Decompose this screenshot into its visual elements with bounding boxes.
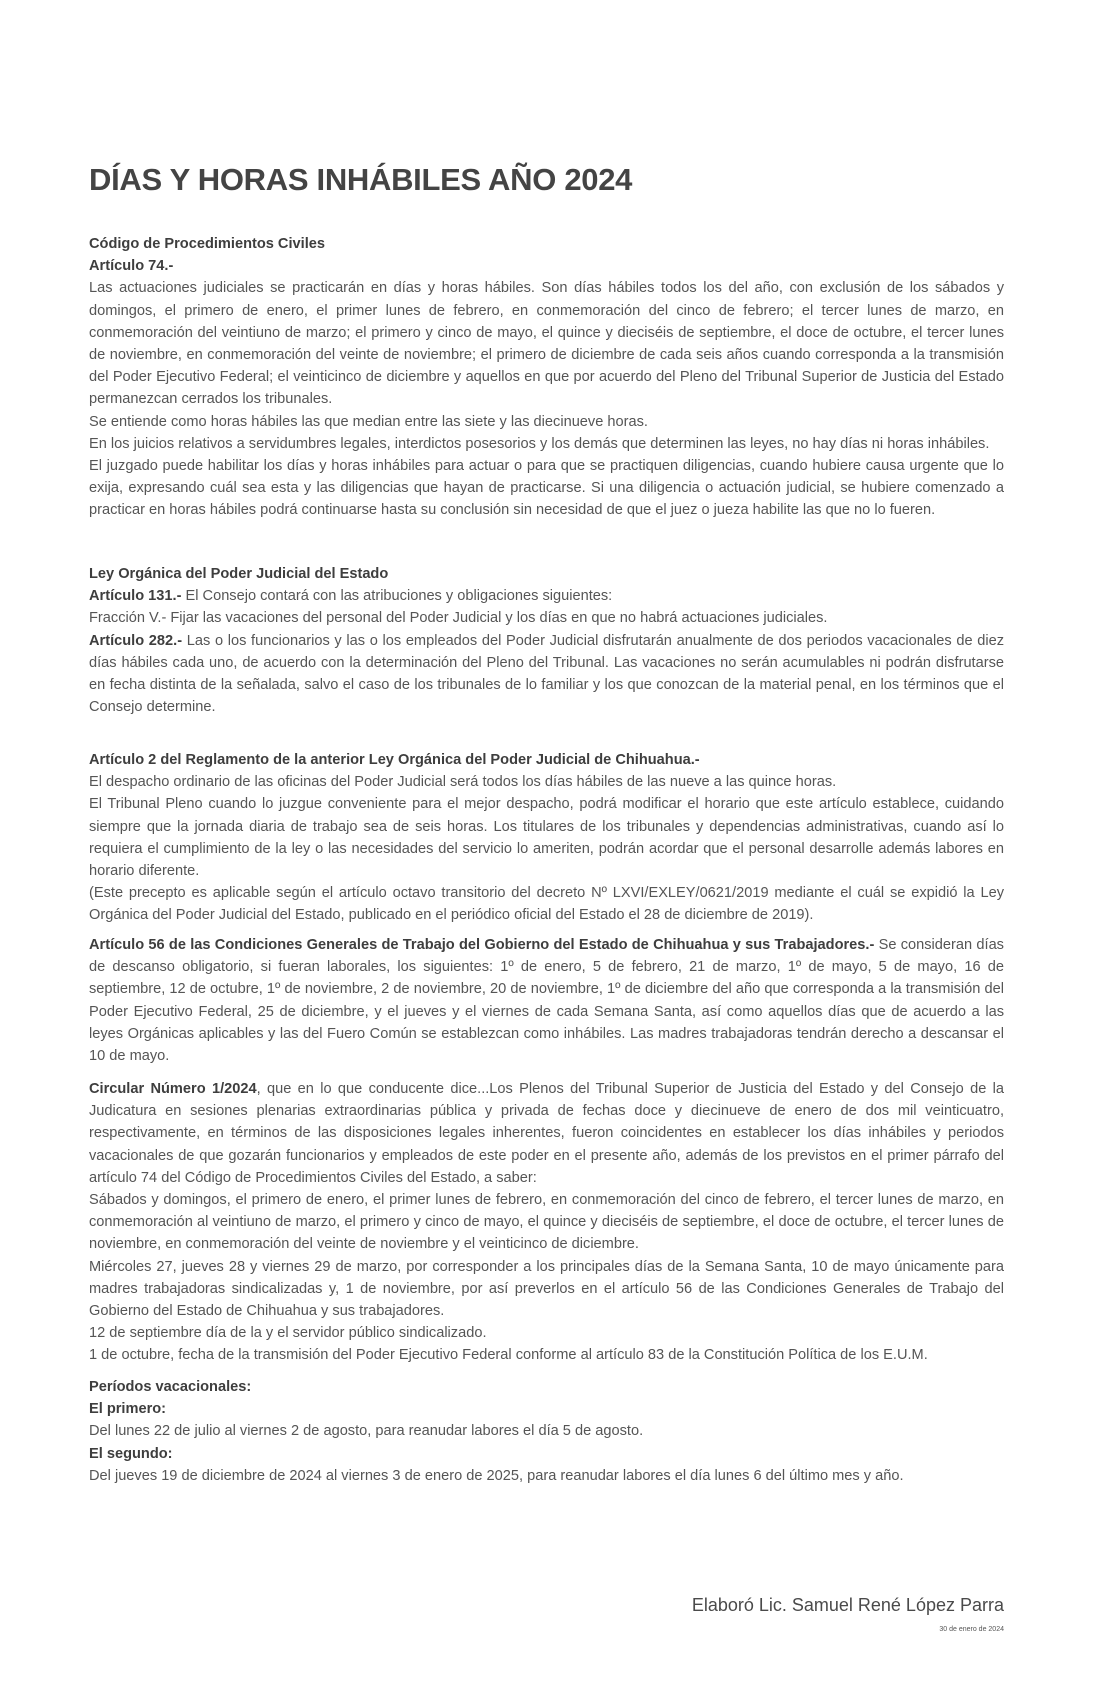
paragraph [89, 630, 1004, 719]
section-condiciones-generales [89, 934, 1004, 1067]
paragraph: En los juicios relativos a servidumbres legales, interdictos posesorios y los demás que determinen las leyes, no hay días ni horas inhábiles. [89, 435, 990, 452]
paragraph: 12 de septiembre día de la y el servidor público sindicalizado. [89, 1325, 487, 1342]
section-ley-organica [89, 563, 1004, 718]
signature: Elaboró Lic. Samuel René López Parra [691, 1595, 1004, 1615]
section-heading: Código de Procedimientos Civiles [89, 236, 325, 252]
circular-label: Circular Número 1/2024 [89, 1081, 257, 1097]
section-heading: Artículo 2 del Reglamento de la anterior Ley Orgánica del Poder Judicial de Chihuahua.- [89, 752, 700, 768]
date: 30 de enero de 2024 [939, 1626, 1004, 1633]
paragraph [89, 585, 1004, 607]
paragraph: El despacho ordinario de las oficinas del Poder Judicial será todos los días hábiles de las nueve a las quince horas. [89, 774, 837, 791]
section-circular [89, 1078, 1004, 1367]
paragraph: Se entiende como horas hábiles las que median entre las siete y las diecinueve horas. [89, 413, 648, 430]
circular-text: , que en lo que conducente dice...Los Plenos del Tribunal Superior de Justicia del Estado y del Consejo de la Judicatura en sesiones plenarias extraordinarias pública y privada de fechas doce y diecinueve de enero de dos mil veinticuatro, respectivamente, en términos de las disposiciones legales inherentes, fueron coincidentes en establecer los días inhábiles y periodos vacacionales de que gozarán funcionarios y empleados de este poder en el presente año, además de los previstos en el primer párrafo del artículo 74 del Código de Procedimientos Civiles del Estado, a saber: [89, 1081, 1004, 1186]
paragraph: (Este precepto es aplicable según el artículo octavo transitorio del decreto Nº LXVI/EXLEY/0621/2019 mediante el cuál se expidió la Ley Orgánica del Poder Judicial del Estado, publicado en el periódico oficial del Estado el 28 de diciembre de 2019). [89, 885, 1004, 924]
article-label: Artículo 282.- [89, 632, 183, 649]
paragraph: El juzgado puede habilitar los días y horas inhábiles para actuar o para que se practiquen diligencias, cuando hubiere causa urgente que lo exija, expresando cuál sea esta y las diligencias que hayan de practicarse. Si una diligencia o actuación judicial, se hubiere comenzado a practicar en horas hábiles podrá continuarse hasta su conclusión sin necesidad de que el juez o jueza habilite las que no lo fueren. [89, 458, 1004, 519]
paragraph [89, 1078, 1004, 1189]
paragraph: Las actuaciones judiciales se practicarán en días y horas hábiles. Son días hábiles todos los del año, con exclusión de los sábados y domingos, el primero de enero, el primer lunes de febrero, en conmemoración del cinco de febrero; el tercer lunes de marzo, en conmemoración del veintiuno de marzo; el primero y cinco de mayo, el quince y dieciséis de septiembre, el doce de octubre, el tercer lunes de noviembre, en conmemoración del veinte de noviembre; el primero de diciembre de cada seis años cuando corresponda a la transmisión del Poder Ejecutivo Federal; el veinticinco de diciembre y aquellos en que por acuerdo del Pleno del Tribunal Superior de Justicia del Estado permanezcan cerrados los tribunales. [89, 280, 1004, 408]
article-label: Artículo 131.- [89, 588, 182, 605]
article-label: Artículo 74.- [89, 258, 174, 275]
vacation-text: Del lunes 22 de julio al viernes 2 de agosto, para reanudar labores el día 5 de agosto. [89, 1423, 644, 1440]
paragraph: Sábados y domingos, el primero de enero, el primer lunes de febrero, en conmemoración del cinco de febrero, el tercer lunes de marzo, en conmemoración al veintiuno de marzo, el primero y cinco de mayo, el quince y dieciséis de septiembre, el doce de octubre, el tercer lunes de noviembre, en conmemoración del veinte de noviembre y el veinticinco de diciembre. [89, 1192, 1004, 1253]
paragraph [89, 934, 1004, 1067]
paragraph: Miércoles 27, jueves 28 y viernes 29 de marzo, por corresponder a los principales días de la Semana Santa, 10 de mayo únicamente para madres trabajadoras sindicalizadas y, 1 de noviembre, por así preverlos en el artículo 56 de las Condiciones Generales de Trabajo del Gobierno del Estado de Chihuahua y sus trabajadores. [89, 1258, 1004, 1320]
section-reglamento [89, 749, 1004, 927]
section-codigo-civil [89, 233, 1004, 522]
article-text: Las o los funcionarios y las o los empleados del Poder Judicial disfrutarán anualmente de dos periodos vacacionales de diez días hábiles cada uno, de acuerdo con la determinación del Pleno del Tribunal. Las vacaciones no serán acumulables ni podrán disfrutarse en fecha distinta de la señalada, salvo el caso de los tribunales de lo familiar y los que conozcan de la material penal, en los términos que el Consejo determine. [89, 632, 1004, 716]
section-heading: Ley Orgánica del Poder Judicial del Estado [89, 566, 389, 582]
section-heading: Períodos vacacionales: [89, 1379, 252, 1395]
article-label: Artículo 56 de las Condiciones Generales de Trabajo del Gobierno del Estado de Chihuahua y sus Trabajadores.- [89, 937, 875, 953]
article-text: El Consejo contará con las atribuciones y obligaciones siguientes: [181, 588, 613, 605]
article-text: Se consideran días de descanso obligatorio, si fueran laborales, los siguientes: 1º de enero, 5 de febrero, 21 de marzo, 1º de mayo, 5 de mayo, 16 de septiembre, 12 de octubre, 1º de noviembre, 2 de noviembre, 20 de noviembre, 1º de diciembre del año que corresponda a la transmisión del Poder Ejecutivo Federal, 25 de diciembre, y el jueves y el viernes de cada Semana Santa, así como aquellos días que de acuerdo a las leyes Orgánicas aplicables y las del Fuero Común se establezcan como inhábiles. Las madres trabajadoras tendrán derecho a descansar el 10 de mayo. [89, 937, 1004, 1065]
vacation-text: Del jueves 19 de diciembre de 2024 al viernes 3 de enero de 2025, para reanudar labores el día lunes 6 del último mes y año. [89, 1467, 904, 1484]
vacation-label: El segundo: [89, 1445, 173, 1462]
paragraph: El Tribunal Pleno cuando lo juzgue conveniente para el mejor despacho, podrá modificar el horario que este artículo establece, cuidando siempre que la jornada diaria de trabajo sea de seis horas. Los titulares de los tribunales y dependencias administrativas, cuando así lo requiera el cumplimiento de la ley o las necesidades del servicio lo ameriten, podrán acordar que el personal desarrolle además labores en horario diferente. [89, 796, 1004, 880]
paragraph: 1 de octubre, fecha de la transmisión del Poder Ejecutivo Federal conforme al artículo 83 de la Constitución Política de los E.U.M. [89, 1347, 928, 1364]
vacation-label: El primero: [89, 1401, 167, 1418]
paragraph: Fracción V.- Fijar las vacaciones del personal del Poder Judicial y los días en que no habrá actuaciones judiciales. [89, 610, 828, 627]
section-vacaciones [89, 1376, 1004, 1487]
page-title: DÍAS Y HORAS INHÁBILES AÑO 2024 [89, 162, 633, 197]
